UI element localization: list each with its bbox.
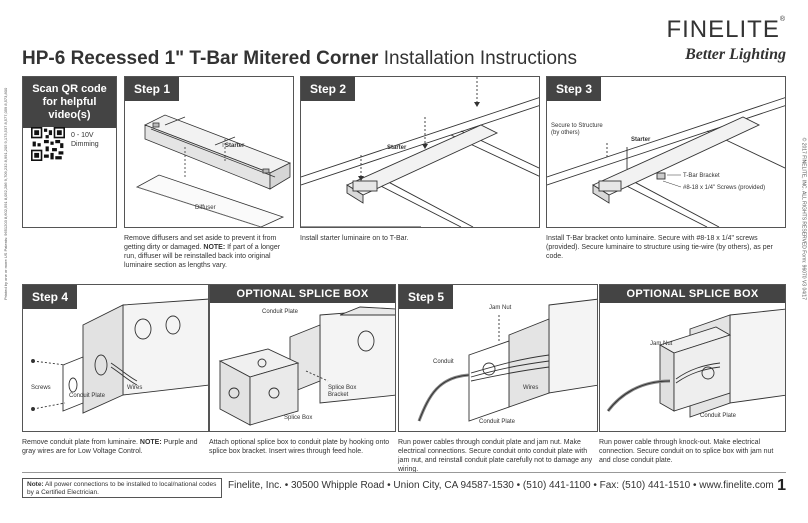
step4-tab: Step 4: [23, 285, 77, 309]
step1-starter-label: Starter: [225, 143, 245, 149]
splice1-bracket-label-1: Splice Box: [328, 385, 357, 391]
splice2-tab: OPTIONAL SPLICE BOX: [600, 285, 785, 303]
step3-byothers-label: (by others): [551, 130, 580, 136]
step3-secure-label: Secure to Structure: [551, 123, 603, 129]
splice1-caption: Attach optional splice box to conduit plate by hooking onto splice box bracket. Insert wires through feed hole.: [209, 439, 390, 455]
brand-name: FINELITE®: [666, 16, 786, 43]
step5-jam-nut-label: Jam Nut: [489, 305, 512, 311]
step2-panel: [300, 76, 540, 228]
step1-caption: Remove diffusers and set aside to prevent it from getting dirty or damaged. NOTE: If part of a longer run, diffuser will be reinstalled back into original luminaire section as lengths vary.: [124, 235, 281, 269]
step3-panel: [546, 76, 786, 228]
step4-wires-label: Wires: [127, 385, 143, 391]
splice2-caption: Run power cable through knock-out. Make electrical connection. Secure conduit on to splice box with jam nut and close conduit plate.: [599, 439, 774, 464]
step2-starter-label: Starter: [387, 145, 407, 151]
step5-caption: Run power cables through conduit plate and jam nut. Make electrical connections. Secure conduit onto conduit plate with jam nut, and reinstall conduit plate carefully not to damage any wiring.: [398, 439, 593, 473]
step4-panel: [22, 284, 209, 432]
step5-conduit-plate-label: Conduit Plate: [479, 419, 516, 425]
step2-caption: Install starter luminaire on to T-Bar.: [300, 235, 409, 242]
step3-caption: Install T-Bar bracket onto luminaire. Secure with #8-18 x 1/4" screws (provided). Secure luminaire to structure using tie-wire (by others), as per code.: [546, 235, 773, 260]
splice2-jam-nut-label: Jam Nut: [650, 341, 673, 347]
qr-panel: [22, 76, 117, 228]
title-bold: HP-6 Recessed 1" T-Bar Mitered Corner: [22, 48, 379, 69]
qr-label: 0 - 10V Dimming: [71, 132, 99, 148]
step5-wires-label: Wires: [523, 385, 539, 391]
step3-screws-label: #8-18 x 1/4" Screws (provided): [683, 185, 766, 191]
step1-panel: [124, 76, 294, 228]
copyright-text: © 2017 FINELITE, INC. ALL RIGHTS RESERVED Form: 96070 V3 04/17: [800, 137, 806, 300]
step3-tab: Step 3: [547, 77, 601, 101]
splice1-illustration: [210, 285, 396, 432]
step1-diffuser-label: Diffuser: [195, 205, 216, 211]
step3-starter-label: Starter: [631, 137, 651, 143]
page-title: [22, 48, 577, 70]
footer-divider: [22, 472, 786, 473]
splice1-tab: OPTIONAL SPLICE BOX: [210, 285, 395, 303]
splice2-illustration: [600, 285, 786, 432]
splice2-panel: [599, 284, 786, 432]
patent-text: Printed by one or more US Patents: 9651203 8,602,591 8,052,286 9,709,232 8,991,205 9,173,537 8,577,059 8,573,800: [3, 87, 8, 300]
splice2-conduit-plate-label: Conduit Plate: [700, 413, 737, 419]
step4-conduit-plate-label: Conduit Plate: [69, 393, 106, 399]
step1-tab: Step 1: [125, 77, 179, 101]
brand-logo: [666, 16, 786, 64]
qr-heading: Scan QR code for helpful video(s): [23, 77, 116, 128]
qr-code-icon[interactable]: [31, 127, 65, 161]
splice1-conduit-plate-label: Conduit Plate: [262, 309, 299, 315]
page-number: 1: [777, 477, 786, 494]
splice1-bracket-label-2: Bracket: [328, 392, 349, 398]
step5-tab: Step 5: [399, 285, 453, 309]
splice1-panel: [209, 284, 396, 432]
footer-note: Note: All power connections to be installed to local/national codes by a Certified Electrician.: [22, 478, 222, 498]
footer-address: Finelite, Inc. • 30500 Whipple Road • Union City, CA 94587-1530 • (510) 441-1100 • Fax: (510) 441-1510 • www.finelite.com: [228, 480, 774, 491]
step2-tab: Step 2: [301, 77, 355, 101]
step4-caption: Remove conduit plate from luminaire. NOTE: Purple and gray wires are for Low Voltage Control.: [22, 439, 198, 455]
brand-tagline: Better Lighting: [685, 46, 786, 63]
step5-panel: [398, 284, 598, 432]
splice1-splice-box-label: Splice Box: [284, 415, 313, 421]
step4-screws-label: Screws: [31, 385, 51, 391]
step5-conduit-label: Conduit: [433, 359, 454, 365]
step3-bracket-label: T-Bar Bracket: [683, 173, 720, 179]
title-light: Installation Instructions: [383, 48, 577, 69]
